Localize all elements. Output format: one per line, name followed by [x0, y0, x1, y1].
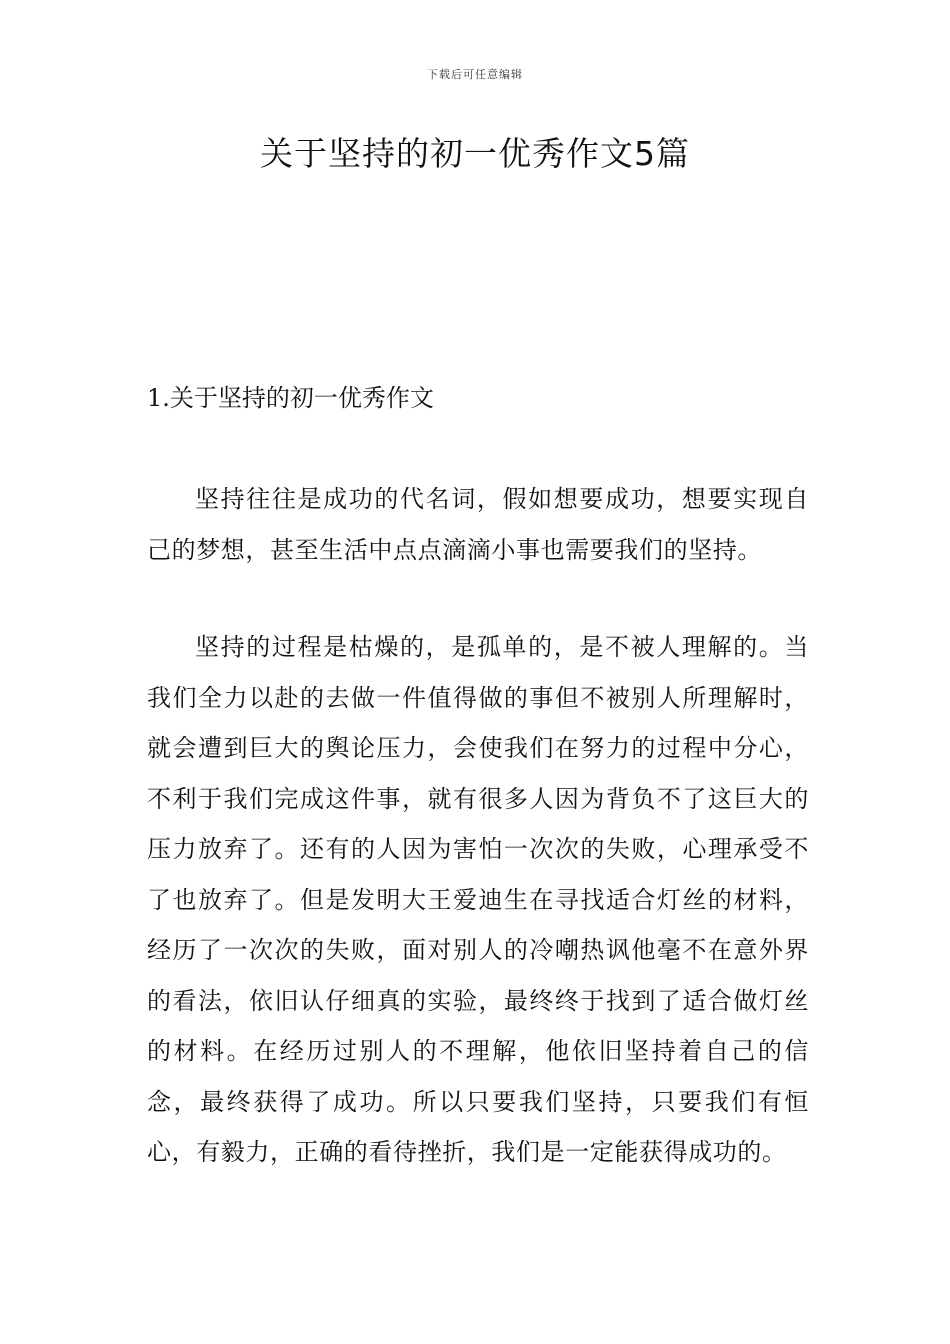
section-heading: 1.关于坚持的初一优秀作文: [147, 384, 434, 412]
body-paragraph: 坚持往往是成功的代名词，假如想要成功，想要实现自己的梦想，甚至生活中点点滴滴小事也需要我们的坚持。: [147, 485, 809, 564]
body-paragraph: 坚持的过程是枯燥的，是孤单的，是不被人理解的。当我们全力以赴的去做一件值得做的事但不被别人所理解时，就会遭到巨大的舆论压力，会使我们在努力的过程中分心，不利于我们完成这件事，就有很多人因为背负不了这巨大的压力放弃了。还有的人因为害怕一次次的失败，心理承受不了也放弃了。但是发明大王爱迪生在寻找适合灯丝的材料，经历了一次次的失败，面对别人的冷嘲热讽他毫不在意外界的看法，依旧认仔细真的实验，最终终于找到了适合做灯丝的材料。在经历过别人的不理解，他依旧坚持着自己的信念，最终获得了成功。所以只要我们坚持，只要我们有恒心，有毅力，正确的看待挫折，我们是一定能获得成功的。: [147, 633, 809, 1166]
header-note: 下载后可任意编辑: [427, 68, 523, 81]
document-title: 关于坚持的初一优秀作文5篇: [260, 134, 690, 173]
